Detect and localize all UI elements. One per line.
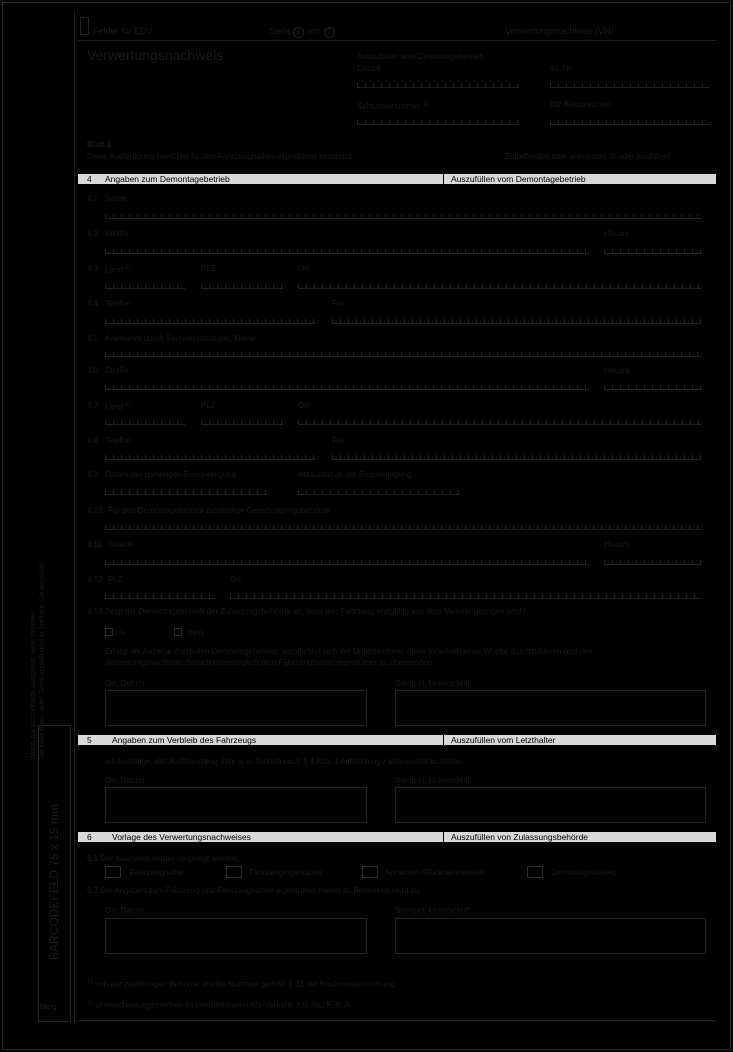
datum-label: Datum bbox=[357, 64, 381, 73]
ort-field[interactable] bbox=[298, 278, 702, 289]
schluessel-label bbox=[357, 100, 429, 111]
top-right-heading: Auszufüllen vom Demontagebetrieb bbox=[357, 52, 484, 61]
row-4-11-label: Straße bbox=[108, 540, 133, 549]
sec5-ort-datum-box[interactable] bbox=[105, 787, 367, 823]
row-4-2-label2: Hausnr. bbox=[604, 229, 632, 238]
row-4-12-label: PLZ bbox=[108, 575, 123, 584]
row-4-10-num: 4.10 bbox=[87, 506, 103, 515]
info-line-2: Verwertungsnachweis danach unverzüglich dem Fahrzeughalter/-eigentümer zu übersenden. bbox=[105, 658, 435, 667]
sec5-ort-datum-label: Ort, Datum bbox=[105, 776, 145, 785]
row-4-5-num: 4.5 bbox=[87, 334, 99, 343]
header-rule bbox=[78, 40, 716, 41]
schluessel-text: Schlüsselnummer bbox=[357, 101, 421, 111]
page-indicator bbox=[270, 26, 335, 38]
row-4-5-label: Anerkannt durch Sachverständigen: Name bbox=[105, 334, 256, 343]
section-6-right: Auszufüllen von Zulassungsbehörde bbox=[451, 832, 589, 842]
section-4-right: Auszufüllen vom Demontagebetrieb bbox=[451, 174, 586, 184]
sec6-signature-box[interactable] bbox=[395, 918, 706, 954]
row-4-6-label: Straße bbox=[105, 366, 130, 375]
hint-line-1: Wenn handschriftlich ausgefüllt wird, nehmen bbox=[28, 609, 37, 760]
behoerde-ort-field[interactable] bbox=[230, 588, 702, 599]
row-4-9-label: Datum der bisherigen Bescheinigung bbox=[105, 470, 237, 479]
blatt-hint: Zutreffendes bitte ankreuzen ☒ oder ausfüllen! bbox=[505, 152, 671, 161]
section-5-divider bbox=[443, 735, 444, 745]
section-6-title: Vorlage des Verwertungsnachweises bbox=[112, 832, 251, 842]
blatt-code: blog bbox=[40, 1002, 57, 1011]
datum-field[interactable] bbox=[357, 77, 519, 88]
blatt-text: Diese Ausfertigung (weiß) ist für den Fahrzeughalter/-eigentümer bestimmt. bbox=[87, 152, 354, 161]
row-4-11-label2: Hausnr. bbox=[604, 540, 632, 549]
page-current: 1 bbox=[293, 27, 304, 38]
nein-checkbox[interactable] bbox=[174, 628, 182, 636]
opt-demontagebetrieb-checkbox[interactable] bbox=[527, 866, 543, 878]
bottom-rule bbox=[78, 1020, 716, 1021]
land-field[interactable] bbox=[105, 278, 185, 289]
row-4-2-num: 4.2 bbox=[87, 229, 99, 238]
footnote-1 bbox=[87, 978, 395, 989]
row-4-4-label2: Fax bbox=[332, 299, 346, 308]
row-4-8-num: 4.8 bbox=[87, 436, 99, 445]
blatt-label: Blatt 1: bbox=[87, 140, 115, 149]
footnote-2-text: Unterscheidungszeichen im internationalen Kfz-Verkehr, z.B. NL, F, B, A bbox=[95, 1000, 350, 1010]
q-4-13: 4.13 Zeigt der Demontagebetrieb der Zulassungsbehörde an, dass das Fahrzeug endgültig aus dem Verkehr gezogen wird? bbox=[87, 607, 526, 616]
lfd-nr-label: lfd. Nr. bbox=[550, 64, 574, 73]
behoerde-plz-field[interactable] bbox=[105, 588, 215, 599]
behoerde-hausnr-field[interactable] bbox=[604, 554, 702, 565]
row-4-1-num: 4.1 bbox=[87, 194, 99, 203]
row-4-6-label2: Hausnr. bbox=[604, 366, 632, 375]
strasse-field[interactable] bbox=[105, 243, 589, 254]
opt-fahrzeughalter-checkbox[interactable] bbox=[105, 866, 121, 878]
footnote-2 bbox=[87, 999, 350, 1010]
edv-box[interactable] bbox=[80, 17, 89, 35]
row-4-3-label3: Ort bbox=[298, 264, 310, 273]
section-5-right: Auszufüllen vom Letzthalter bbox=[451, 735, 556, 745]
sec5-signature-box[interactable] bbox=[395, 787, 706, 823]
ja-checkbox[interactable] bbox=[105, 628, 113, 636]
behoerde-strasse-field[interactable] bbox=[105, 554, 589, 565]
sachverstaendiger-name-field[interactable] bbox=[105, 346, 702, 357]
row-4-2-label: Straße bbox=[105, 229, 130, 238]
row-4-6-num: 4.6 bbox=[87, 366, 99, 375]
telefon-field[interactable] bbox=[105, 313, 315, 324]
sec6-ort-datum-box[interactable] bbox=[105, 918, 367, 954]
lfd-nr-field[interactable] bbox=[550, 77, 710, 88]
row-4-8-label: Telefon bbox=[105, 436, 131, 445]
name-field[interactable] bbox=[105, 208, 702, 219]
kennzeichen-field[interactable] bbox=[550, 114, 710, 125]
opt-annahme-checkbox[interactable] bbox=[362, 866, 378, 878]
sv-telefon-field[interactable] bbox=[105, 449, 315, 460]
row-4-4-label: Telefon bbox=[105, 299, 131, 308]
row-4-7-label bbox=[105, 401, 131, 412]
behoerde-field[interactable] bbox=[105, 519, 702, 530]
row-4-9-num: 4.9 bbox=[87, 470, 99, 479]
sec5-stempel-label: Stempel, Unterschrift bbox=[395, 776, 470, 785]
kennzeichen-label: Kfz-Kennzeichen bbox=[550, 100, 611, 109]
row-4-1-label: Name bbox=[105, 194, 127, 203]
sv-ort-field[interactable] bbox=[298, 414, 702, 425]
q-6-1: 6.1 Der Nachweis wurde vorgelegt worden: bbox=[87, 854, 240, 863]
ablaufdatum-field[interactable] bbox=[298, 484, 460, 495]
section-4-header bbox=[78, 174, 716, 184]
nein-label: nein bbox=[188, 628, 204, 637]
page-of: von bbox=[306, 26, 322, 36]
sv-fax-field[interactable] bbox=[332, 449, 702, 460]
row-4-7-label2: PLZ bbox=[201, 401, 216, 410]
section-4-divider bbox=[443, 174, 444, 184]
sv-land-field[interactable] bbox=[105, 414, 185, 425]
fax-field[interactable] bbox=[332, 313, 702, 324]
opt-fahrzeugeigentuemer-label: Fahrzeugeigentümer bbox=[249, 868, 323, 877]
sec6-ort-datum-label: Ort, Datum bbox=[105, 906, 145, 915]
page-title: Verwertungsnachweis bbox=[87, 47, 224, 63]
sv-land-sup: 2) bbox=[125, 401, 131, 408]
opt-fahrzeugeigentuemer-checkbox[interactable] bbox=[226, 866, 242, 878]
sec5-text: Ich bestätige, das Kraftfahrzeug dem o. a. Betrieb nach § 4 Abs. 1 AltfahrzeugV überlassen zu haben. bbox=[105, 757, 465, 766]
opt-demontagebetrieb-label: Demontagebetrieb bbox=[551, 868, 617, 877]
page-prefix: Seite bbox=[270, 26, 291, 36]
sv-land-text: Land bbox=[105, 402, 123, 412]
edv-label: Felder für EDV bbox=[93, 26, 153, 36]
section-5-header bbox=[78, 735, 716, 745]
row-4-7-label3: Ort bbox=[298, 401, 310, 410]
doc-code: Verwertungsnachweis (VN) bbox=[505, 26, 614, 36]
row-4-9-label2: Ablaufdatum der Bescheinigung bbox=[298, 470, 412, 479]
info-line-1: Erfolgt die Anzeige durch den Demontagebetrieb, verpflichtet sich der Unterzeichner, diese innerhalb einer Woche durchzuführen und den bbox=[105, 647, 593, 656]
hausnr-field[interactable] bbox=[604, 243, 702, 254]
section-6-num: 6 bbox=[87, 832, 92, 842]
land-sup: 2) bbox=[125, 264, 131, 271]
sv-strasse-field[interactable] bbox=[105, 379, 589, 390]
q-6-2: 6.2 Die Angaben zum Fahrzeug und Fahrzeughalter/-eigentümer haben zu Bedenken nicht zu. bbox=[87, 886, 422, 895]
row-4-12-label2: Ort bbox=[230, 575, 242, 584]
row-4-4-num: 4.4 bbox=[87, 299, 99, 308]
row-4-3-label bbox=[105, 264, 131, 275]
plz-field[interactable] bbox=[201, 278, 283, 289]
row-4-8-label2: Fax bbox=[332, 436, 346, 445]
row-4-3-num: 4.3 bbox=[87, 264, 99, 273]
barcode-label: BARCODEFELD 75 x 15 mm bbox=[47, 803, 61, 960]
row-4-12-num: 4.12 bbox=[87, 575, 103, 584]
schluessel-field[interactable] bbox=[357, 114, 519, 125]
ja-label: ja bbox=[119, 628, 126, 637]
bescheinigung-datum-field[interactable] bbox=[105, 484, 267, 495]
section-6-divider bbox=[443, 832, 444, 842]
footnote-1-sup: 1) bbox=[87, 978, 93, 985]
row-4-3-label2: PLZ bbox=[201, 264, 216, 273]
schluessel-sup: 1) bbox=[422, 100, 429, 107]
opt-fahrzeughalter-label: Fahrzeughalter bbox=[130, 868, 184, 877]
section-6-header bbox=[78, 832, 716, 842]
section-4-num: 4 bbox=[87, 174, 92, 184]
opt-annahme-label: Annahme-/Rücknahmestelle bbox=[385, 868, 486, 877]
sec4-ort-datum-label: Ort, Datum bbox=[105, 679, 145, 688]
page-total: 2 bbox=[324, 27, 335, 38]
sec4-ort-datum-box[interactable] bbox=[105, 690, 367, 726]
hint-line-2: Sie bitte Blau- oder Schwarzstift und schreiben Sie deutlich! bbox=[37, 561, 46, 760]
footnote-2-sup: 2) bbox=[87, 999, 93, 1006]
row-4-10-label: Für den Demontagebetrieb zuständige Genehmigungsbehörde bbox=[108, 506, 331, 515]
sec6-stempel-label: Stempel, Unterschrift bbox=[395, 906, 470, 915]
sv-hausnr-field[interactable] bbox=[604, 379, 702, 390]
section-5-num: 5 bbox=[87, 735, 92, 745]
land-text: Land bbox=[105, 265, 123, 275]
sec4-signature-box[interactable] bbox=[395, 690, 706, 726]
section-4-title: Angaben zum Demontagebetrieb bbox=[105, 174, 230, 184]
sv-plz-field[interactable] bbox=[201, 414, 283, 425]
row-4-7-num: 4.7 bbox=[87, 401, 99, 410]
sec4-stempel-label: Stempel, Unterschrift bbox=[395, 679, 470, 688]
footnote-1-text: von der zuständigen Behörde erteilte Nummer gemäß § 23 der Nachweisverordnung bbox=[95, 979, 395, 989]
row-4-11-num: 4.11 bbox=[87, 540, 102, 549]
sidebar-divider bbox=[74, 10, 75, 1022]
section-5-title: Angaben zum Verbleib des Fahrzeugs bbox=[112, 735, 257, 745]
